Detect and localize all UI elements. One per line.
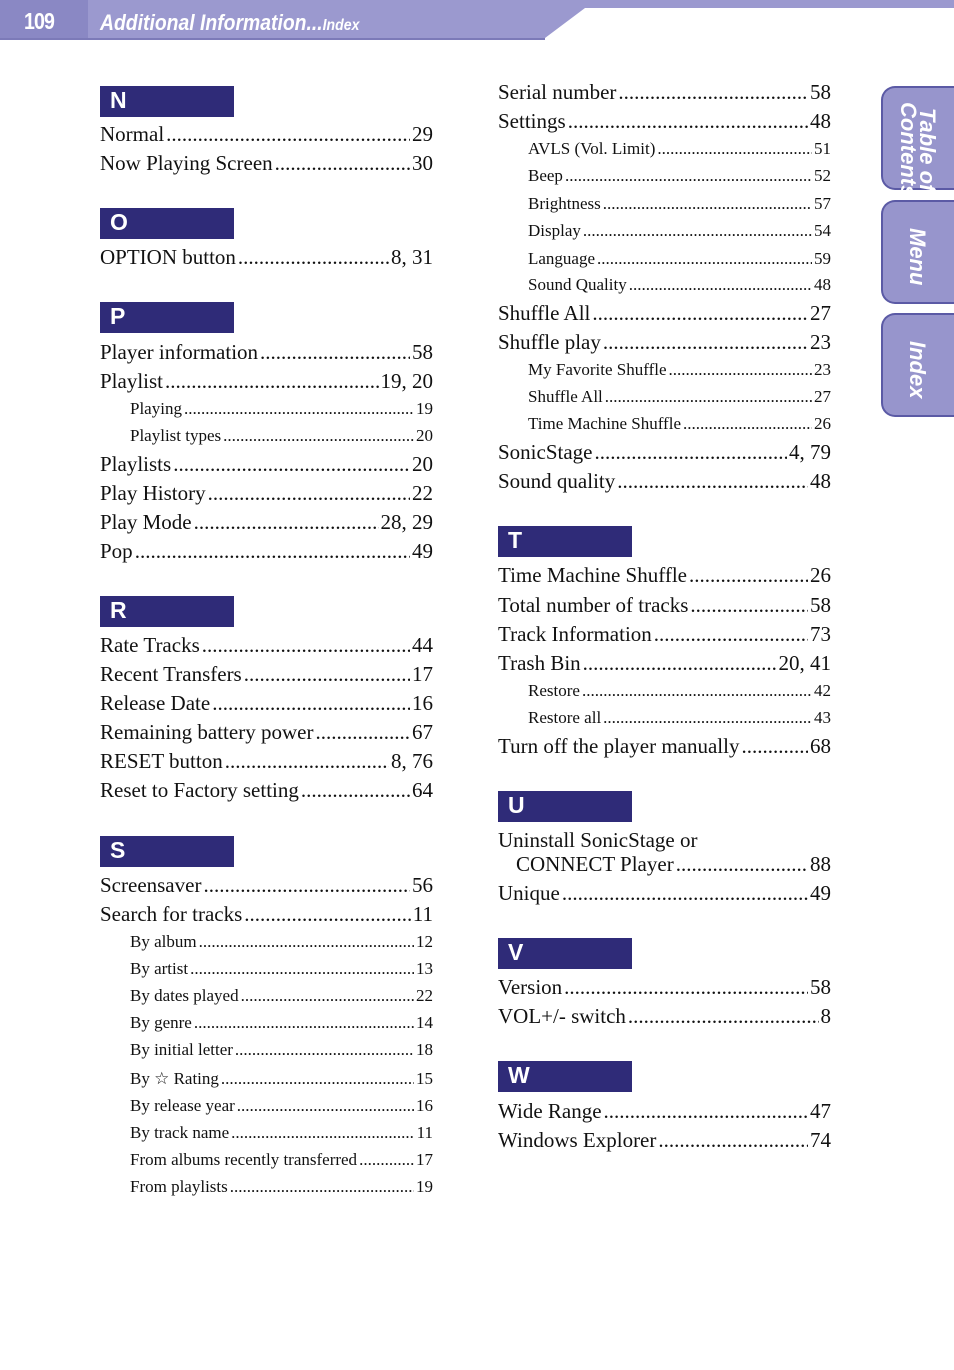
dot-leader [617, 469, 808, 494]
index-entry[interactable] [100, 778, 433, 803]
dot-leader [231, 1123, 414, 1143]
index-entry[interactable] [100, 369, 433, 394]
index-page-ref[interactable]: 29 [412, 122, 433, 146]
dot-leader [225, 749, 389, 774]
index-entry-text: Windows Explorer [498, 1128, 657, 1152]
dot-leader [741, 734, 808, 759]
tab-index[interactable] [881, 313, 954, 417]
index-page-ref[interactable]: 67 [412, 720, 433, 744]
index-entry-text: Restore [528, 681, 580, 700]
index-entry-text: Time Machine Shuffle [498, 563, 687, 587]
index-letter-heading [100, 596, 234, 627]
dot-leader [628, 1004, 819, 1029]
index-entry-text: By ☆ Rating [130, 1069, 219, 1088]
index-subentry[interactable] [528, 166, 831, 186]
dot-leader [199, 932, 414, 952]
index-letter: S [110, 837, 126, 863]
index-entry[interactable] [498, 734, 831, 759]
index-entry[interactable] [498, 301, 831, 326]
index-page-ref[interactable]: 49 [412, 539, 433, 563]
index-entry[interactable] [100, 122, 433, 147]
dot-leader [173, 452, 410, 477]
dot-leader [221, 1069, 414, 1089]
index-entry-text: By artist [130, 959, 189, 978]
index-page-ref[interactable]: 48 [810, 469, 831, 493]
dot-leader [244, 902, 411, 927]
index-entry[interactable] [498, 881, 831, 906]
dot-leader [208, 481, 410, 506]
dot-leader [597, 249, 812, 269]
index-subentry[interactable] [528, 387, 831, 407]
index-entry-text: From playlists [130, 1177, 228, 1196]
index-entry-text: SonicStage [498, 440, 593, 464]
index-entry-text: Reset to Factory setting [100, 778, 299, 802]
dot-leader [629, 275, 812, 295]
index-entry[interactable] [516, 852, 831, 877]
dot-leader [565, 166, 812, 186]
dot-leader [212, 691, 410, 716]
index-page-ref[interactable]: 22 [412, 481, 433, 505]
index-page-ref[interactable]: 17 [416, 1150, 433, 1169]
index-page-ref[interactable]: 15 [416, 1069, 433, 1088]
index-page-ref[interactable]: 8 [820, 1004, 831, 1028]
index-page-ref[interactable]: 8, 31 [391, 245, 433, 269]
index-letter: O [110, 209, 128, 235]
index-entry-text: Track Information [498, 622, 652, 646]
index-page-ref[interactable]: 59 [814, 249, 831, 268]
dot-leader [238, 245, 389, 270]
index-page-ref[interactable]: 14 [416, 1013, 433, 1032]
index-subentry[interactable] [528, 139, 831, 159]
index-letter-heading [498, 526, 632, 557]
dot-leader [241, 986, 414, 1006]
tab-menu-label: Menu [905, 228, 930, 286]
index-entry[interactable] [100, 633, 433, 658]
page-number: 109 [24, 8, 55, 34]
index-subentry[interactable] [130, 932, 433, 952]
index-page-ref[interactable]: 64 [412, 778, 433, 802]
index-page-ref[interactable]: 54 [814, 221, 831, 240]
section-title [100, 10, 359, 36]
index-entry-text: Turn off the player manually [498, 734, 740, 758]
index-entry-text: Sound Quality [528, 275, 627, 294]
dot-leader [190, 959, 414, 979]
dot-leader [603, 330, 808, 355]
dot-leader [583, 221, 812, 241]
index-subentry[interactable] [528, 221, 831, 241]
index-entry-text: Now Playing Screen [100, 151, 273, 175]
index-page-ref[interactable]: 20 [412, 452, 433, 476]
index-entry-text: Play History [100, 481, 206, 505]
index-subentry[interactable] [130, 1177, 433, 1197]
index-entry-text: By track name [130, 1123, 230, 1142]
dot-leader [689, 563, 808, 588]
tab-menu[interactable] [881, 200, 954, 304]
index-page-ref[interactable]: 51 [814, 139, 831, 158]
index-entry[interactable] [498, 975, 831, 1000]
index-letter: U [508, 792, 525, 818]
index-subentry[interactable] [528, 275, 831, 295]
index-subentry[interactable] [130, 426, 433, 446]
dot-leader [194, 1013, 414, 1033]
index-entry[interactable] [498, 1004, 831, 1029]
index-entry-text: Playing [130, 399, 182, 418]
index-letter-heading [100, 208, 234, 239]
dot-leader [202, 633, 410, 658]
dot-leader [657, 139, 812, 159]
index-entry-text: RESET button [100, 749, 223, 773]
dot-leader [658, 1128, 808, 1153]
dot-leader [690, 593, 808, 618]
index-entry-text: Brightness [528, 194, 601, 213]
index-entry-text: Beep [528, 166, 563, 185]
index-page-ref[interactable]: 4, 79 [789, 440, 831, 464]
index-page-ref[interactable]: 16 [416, 1096, 433, 1115]
dot-leader [595, 440, 788, 465]
index-letter-heading [498, 938, 632, 969]
index-entry-text: By album [130, 932, 197, 951]
index-entry-text: Player information [100, 340, 259, 364]
index-entry-text: Shuffle play [498, 330, 601, 354]
dot-leader [592, 301, 808, 326]
index-subentry[interactable] [528, 414, 831, 434]
index-page-ref[interactable]: 11 [416, 1123, 433, 1142]
index-page-ref[interactable]: 27 [814, 387, 831, 406]
index-entry-text: Wide Range [498, 1099, 602, 1123]
index-entry[interactable] [498, 440, 831, 465]
index-subentry[interactable] [528, 194, 831, 214]
index-page-ref[interactable]: 30 [412, 151, 433, 175]
index-page-ref[interactable]: 16 [412, 691, 433, 715]
section-title-main: Additional Information [100, 10, 307, 35]
dot-leader [669, 360, 812, 380]
index-entry[interactable] [100, 151, 433, 176]
dot-leader [676, 852, 808, 877]
dot-leader [223, 426, 414, 446]
index-entry[interactable] [100, 691, 433, 716]
index-letter-heading [498, 1061, 632, 1092]
index-entry[interactable] [498, 622, 831, 647]
dot-leader [605, 387, 812, 407]
dot-leader [135, 539, 410, 564]
index-entry[interactable] [498, 80, 831, 105]
tab-index-label: Index [905, 341, 930, 399]
index-page-ref[interactable]: 74 [810, 1128, 831, 1152]
index-entry[interactable] [100, 510, 433, 535]
dot-leader [583, 651, 777, 676]
index-entry[interactable] [498, 1099, 831, 1124]
index-entry-text: By dates played [130, 986, 239, 1005]
index-page-ref[interactable]: 88 [810, 852, 831, 876]
index-entry-text: Serial number [498, 80, 617, 104]
index-page-ref[interactable]: 26 [810, 563, 831, 587]
index-letter: T [508, 527, 523, 553]
index-entry[interactable] [100, 902, 433, 927]
index-subentry[interactable] [528, 708, 831, 728]
index-entry-text: Unique [498, 881, 560, 905]
index-entry-text: Screensaver [100, 873, 202, 897]
index-page-ref[interactable]: 19 [416, 399, 433, 418]
dot-leader [260, 340, 410, 365]
dot-leader [315, 720, 410, 745]
index-entry-text: By genre [130, 1013, 192, 1032]
page-header [0, 0, 954, 42]
index-page-ref[interactable]: 47 [810, 1099, 831, 1123]
index-page-ref[interactable]: 28, 29 [380, 510, 433, 534]
index-entry[interactable] [100, 662, 433, 687]
index-entry-text: By initial letter [130, 1040, 233, 1059]
dot-leader [244, 662, 410, 687]
index-entry-text: Sound quality [498, 469, 616, 493]
dot-leader [275, 151, 410, 176]
index-entry-text: Pop [100, 539, 133, 563]
index-page-ref[interactable]: 48 [814, 275, 831, 294]
index-page-ref[interactable]: 8, 76 [391, 749, 433, 773]
dot-leader [359, 1150, 414, 1170]
index-letter-heading [100, 86, 234, 117]
index-entry-text: OPTION button [100, 245, 236, 269]
index-entry-text: Remaining battery power [100, 720, 314, 744]
index-entry-text: Playlists [100, 452, 172, 476]
index-entry-text: Shuffle All [498, 301, 591, 325]
index-page-ref[interactable]: 57 [814, 194, 831, 213]
tab-table-of-contents-label: Table of Contents [896, 102, 940, 198]
index-entry-text: Search for tracks [100, 902, 243, 926]
dot-leader [166, 122, 410, 147]
index-entry-text: Time Machine Shuffle [528, 414, 681, 433]
index-page-ref[interactable]: 17 [412, 662, 433, 686]
index-letter: W [508, 1062, 530, 1088]
dot-leader [235, 1040, 414, 1060]
index-entry-text: From albums recently transferred [130, 1150, 358, 1169]
index-page-ref[interactable]: 11 [412, 902, 433, 926]
index-subentry[interactable] [130, 959, 433, 979]
index-subentry[interactable] [130, 399, 433, 419]
dot-leader [230, 1177, 414, 1197]
dot-leader [603, 194, 812, 214]
index-page-ref[interactable]: 20 [416, 426, 433, 445]
index-letter: V [508, 939, 524, 965]
index-letter: P [110, 303, 126, 329]
dot-leader [654, 622, 808, 647]
dot-leader [194, 510, 379, 535]
index-entry[interactable] [100, 481, 433, 506]
index-page-ref[interactable]: 56 [412, 873, 433, 897]
section-title-ellipsis: ... [306, 10, 323, 35]
index-entry[interactable] [498, 469, 831, 494]
index-entry[interactable] [498, 593, 831, 618]
tab-table-of-contents[interactable] [881, 86, 954, 198]
index-entry-text: Rate Tracks [100, 633, 200, 657]
index-entry[interactable] [100, 245, 433, 270]
dot-leader [237, 1096, 414, 1116]
index-entry[interactable] [100, 539, 433, 564]
index-page-ref[interactable]: 26 [814, 414, 831, 433]
index-entry[interactable] [100, 720, 433, 745]
index-subentry[interactable] [528, 249, 831, 269]
index-page-ref[interactable]: 48 [810, 109, 831, 133]
index-entry[interactable] [100, 749, 433, 774]
index-entry[interactable] [498, 651, 831, 676]
index-subentry[interactable] [130, 1123, 433, 1143]
index-page-ref[interactable]: 18 [416, 1040, 433, 1059]
index-subentry[interactable] [130, 1150, 433, 1170]
index-subentry[interactable] [130, 1096, 433, 1116]
index-page-ref[interactable]: 13 [416, 959, 433, 978]
index-subentry[interactable] [130, 1069, 433, 1089]
dot-leader [562, 881, 808, 906]
index-entry[interactable] [100, 873, 433, 898]
dot-leader [564, 975, 808, 1000]
index-page-ref[interactable]: 43 [814, 708, 831, 727]
index-page-ref[interactable]: 58 [810, 975, 831, 999]
dot-leader [618, 80, 808, 105]
index-entry-text: My Favorite Shuffle [528, 360, 667, 379]
index-entry-text: Play Mode [100, 510, 192, 534]
dot-leader [582, 681, 812, 701]
index-entry-text: Release Date [100, 691, 211, 715]
index-page-ref[interactable]: 20, 41 [778, 651, 831, 675]
index-subentry[interactable] [528, 681, 831, 701]
dot-leader [603, 708, 812, 728]
dot-leader [604, 1099, 808, 1124]
index-entry[interactable] [498, 563, 831, 588]
index-page-ref[interactable]: 49 [810, 881, 831, 905]
dot-leader [568, 109, 808, 134]
index-letter-heading [100, 836, 234, 867]
index-page-ref[interactable]: 19, 20 [380, 369, 433, 393]
index-subentry[interactable] [130, 986, 433, 1006]
index-entry-text: Trash Bin [498, 651, 581, 675]
index-entry-text: Playlist types [130, 426, 222, 445]
dot-leader [165, 369, 378, 394]
index-page-ref[interactable]: 22 [416, 986, 433, 1005]
index-entry-text: Language [528, 249, 596, 268]
index-page-ref[interactable]: 58 [412, 340, 433, 364]
index-page-ref[interactable]: 19 [416, 1177, 433, 1196]
dot-leader [184, 399, 414, 419]
index-page-ref[interactable]: 73 [810, 622, 831, 646]
index-entry[interactable] [100, 340, 433, 365]
index-page-ref[interactable]: 52 [814, 166, 831, 185]
index-entry-text: VOL+/- switch [498, 1004, 626, 1028]
index-letter-heading [498, 791, 632, 822]
index-subentry[interactable] [130, 1013, 433, 1033]
index-page-ref[interactable]: 27 [810, 301, 831, 325]
index-entry-text[interactable]: Uninstall SonicStage or [498, 828, 698, 852]
index-page-ref[interactable]: 42 [814, 681, 831, 700]
index-entry[interactable] [498, 109, 831, 134]
index-entry-text: Normal [100, 122, 165, 146]
index-entry-text: Recent Transfers [100, 662, 242, 686]
index-entry-text: Display [528, 221, 581, 240]
index-entry-text: By release year [130, 1096, 235, 1115]
index-letter: R [110, 597, 127, 623]
index-page-ref[interactable]: 23 [814, 360, 831, 379]
index-entry-text: Shuffle All [528, 387, 603, 406]
dot-leader [203, 873, 410, 898]
index-entry-text: AVLS (Vol. Limit) [528, 139, 656, 158]
index-entry-text: Playlist [100, 369, 164, 393]
index-entry-text: Total number of tracks [498, 593, 689, 617]
index-page-ref[interactable]: 12 [416, 932, 433, 951]
index-entry-text: Settings [498, 109, 566, 133]
index-entry-text: Restore all [528, 708, 602, 727]
index-letter: N [110, 87, 127, 113]
dot-leader [301, 778, 410, 803]
index-entry[interactable] [498, 1128, 831, 1153]
index-entry-text: Version [498, 975, 563, 999]
index-page-ref[interactable]: 44 [412, 633, 433, 657]
index-page-ref[interactable]: 58 [810, 80, 831, 104]
index-page-ref[interactable]: 68 [810, 734, 831, 758]
index-entry[interactable] [100, 452, 433, 477]
dot-leader [683, 414, 812, 434]
index-subentry[interactable] [528, 360, 831, 380]
index-letter-heading [100, 302, 234, 333]
index-page-ref[interactable]: 58 [810, 593, 831, 617]
index-entry-text: CONNECT Player [516, 852, 674, 876]
index-subentry[interactable] [130, 1040, 433, 1060]
index-entry[interactable] [498, 330, 831, 355]
section-subtitle: Index [322, 17, 360, 34]
index-page-ref[interactable]: 23 [810, 330, 831, 354]
